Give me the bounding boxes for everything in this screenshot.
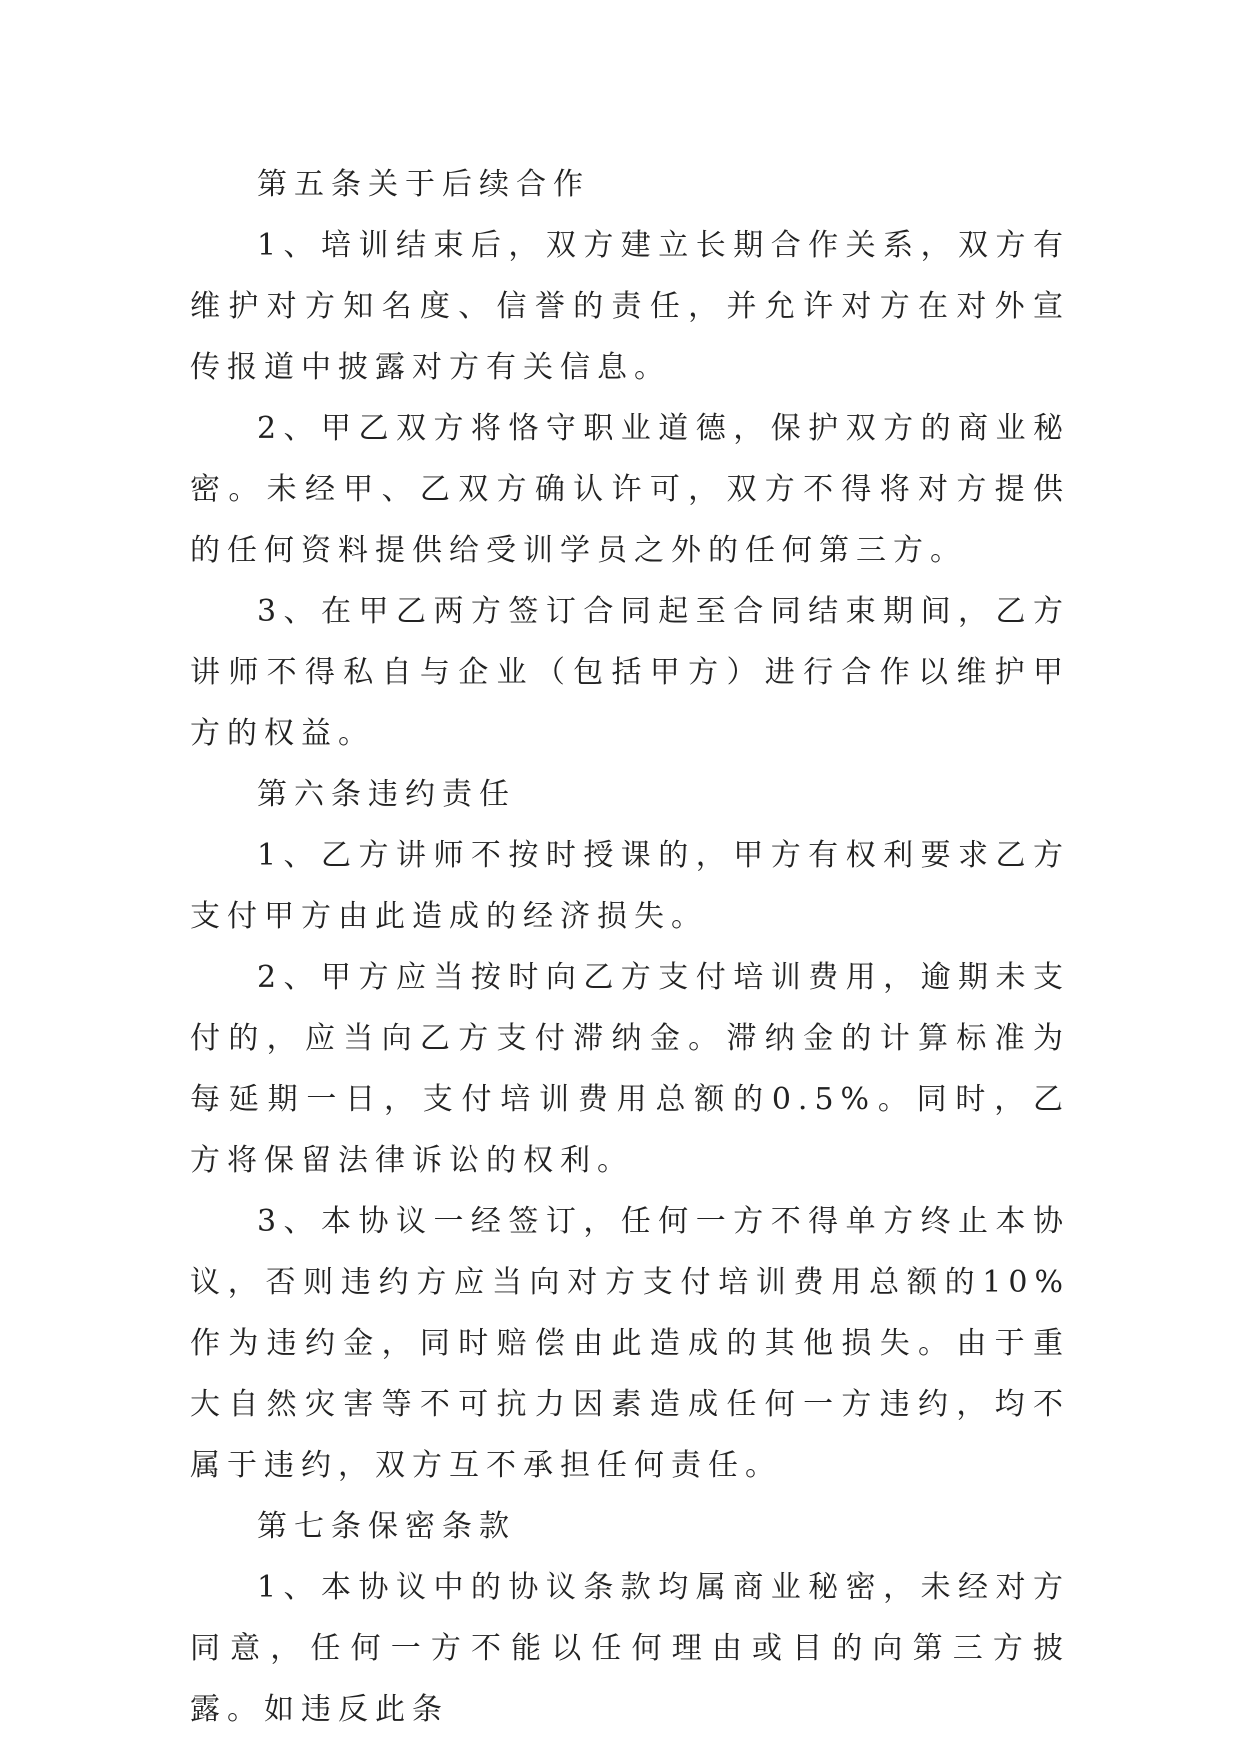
article-7-heading: 第七条保密条款: [257, 1509, 516, 1544]
article-6-heading: 第六条违约责任: [257, 777, 516, 812]
document-body: [190, 154, 1070, 1740]
article-6-clause-3: 3、本协议一经签订，任何一方不得单方终止本协议，否则违约方应当向对方支付培训费用总额的10%作为违约金，同时赔偿由此造成的其他损失。由于重大自然灾害等不可抗力因素造成任何一方违约，均不属于违约，双方互不承担任何责任。: [190, 1204, 1070, 1483]
article-7-clause-1: 1、本协议中的协议条款均属商业秘密，未经对方同意，任何一方不能以任何理由或目的向第三方披露。如违反此条: [190, 1570, 1070, 1727]
article-5-clause-3: 3、在甲乙两方签订合同起至合同结束期间，乙方讲师不得私自与企业（包括甲方）进行合作以维护甲方的权益。: [190, 594, 1070, 751]
article-6-clause-2: 2、甲方应当按时向乙方支付培训费用，逾期未支付的，应当向乙方支付滞纳金。滞纳金的计算标准为每延期一日，支付培训费用总额的0.5%。同时，乙方将保留法律诉讼的权利。: [190, 960, 1070, 1178]
article-5-clause-2: 2、甲乙双方将恪守职业道德，保护双方的商业秘密。未经甲、乙双方确认许可，双方不得将对方提供的任何资料提供给受训学员之外的任何第三方。: [190, 411, 1070, 568]
article-5-heading: 第五条关于后续合作: [257, 167, 590, 202]
article-5-clause-1: 1、培训结束后，双方建立长期合作关系，双方有维护对方知名度、信誉的责任，并允许对方在对外宣传报道中披露对方有关信息。: [190, 228, 1070, 385]
article-6-clause-1: 1、乙方讲师不按时授课的，甲方有权利要求乙方支付甲方由此造成的经济损失。: [190, 838, 1070, 934]
